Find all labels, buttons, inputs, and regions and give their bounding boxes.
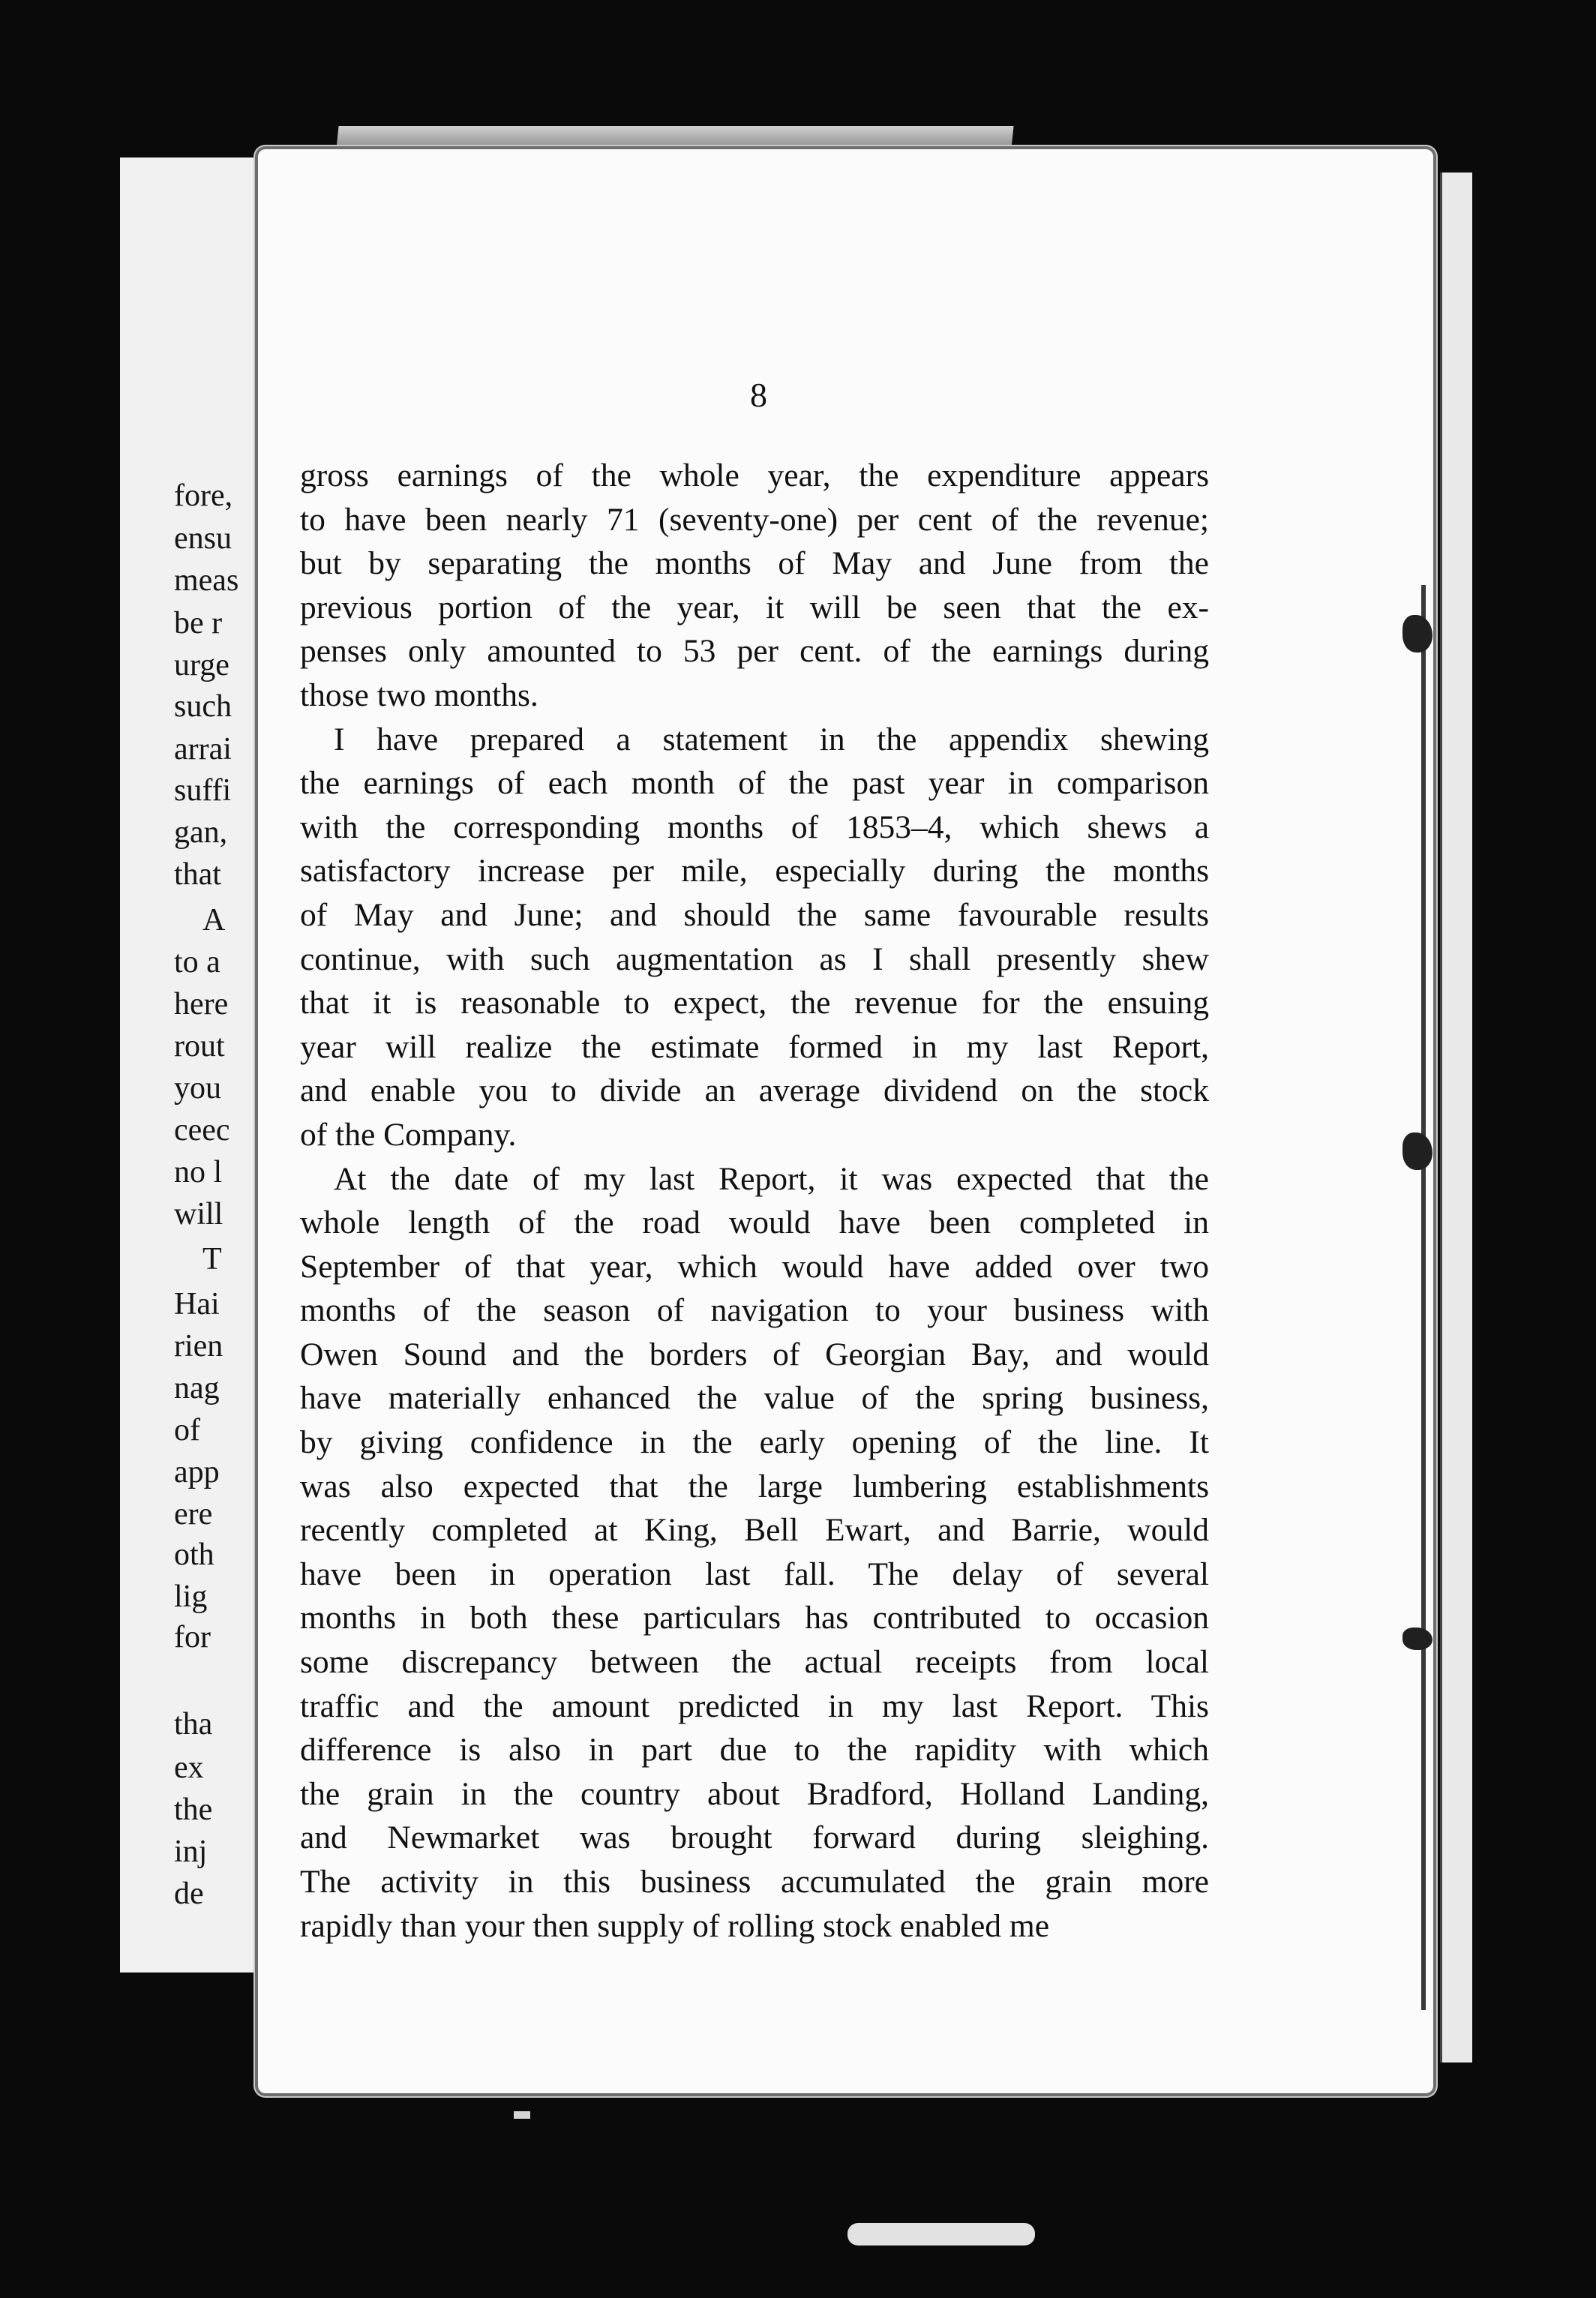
text-line: The activity in this business accumulated the grain more: [300, 1864, 1209, 1900]
back-page-text-fragment: inj: [174, 1834, 208, 1869]
back-page-text-fragment: arrai: [174, 732, 232, 766]
back-page-text-fragment: the: [174, 1792, 213, 1827]
back-page-text-fragment: suffi: [174, 773, 232, 808]
back-page-text-fragment: oth: [174, 1538, 214, 1572]
back-page-text-fragment: urge: [174, 648, 230, 682]
back-page-text-fragment: meas: [174, 563, 239, 598]
text-line: of the Company.: [300, 1116, 517, 1153]
back-page-text-fragment: will: [174, 1197, 224, 1232]
text-line: penses only amounted to 53 per cent. of the earnings during: [300, 633, 1209, 670]
binding-stitch: [1402, 615, 1432, 652]
text-line: that it is reasonable to expect, the revenue for the ensuing: [300, 985, 1209, 1022]
text-line: was also expected that the large lumbering establishments: [300, 1468, 1209, 1504]
text-line: of May and June; and should the same favourable results: [300, 896, 1209, 933]
back-page-text-fragment: tha: [174, 1707, 213, 1742]
text-line: by giving confidence in the early opening of the line. It: [300, 1424, 1209, 1461]
page-number: 8: [750, 376, 767, 414]
back-page-text-fragment: gan,: [174, 815, 228, 850]
back-page-text-fragment: for: [174, 1620, 211, 1654]
binding-spine: [1421, 585, 1426, 2010]
back-page-text-fragment: here: [174, 987, 229, 1022]
back-page-text-fragment: rout: [174, 1029, 225, 1064]
text-line: year will realize the estimate formed in my last Report,: [300, 1028, 1209, 1065]
back-page-text-fragment: no l: [174, 1155, 223, 1190]
text-line: I have prepared a statement in the appendix shewing: [334, 721, 1209, 758]
back-page-text-fragment: such: [174, 689, 232, 724]
binding-stitch: [1402, 1132, 1432, 1170]
text-line: the grain in the country about Bradford, Holland Landing,: [300, 1775, 1209, 1812]
text-line: whole length of the road would have been completed in: [300, 1204, 1209, 1241]
text-line: months in both these particulars has contributed to occasion: [300, 1600, 1209, 1636]
text-line: months of the season of navigation to your business with: [300, 1292, 1209, 1329]
back-page-text-fragment: nag: [174, 1371, 220, 1406]
top-page-edge: [336, 126, 1013, 148]
text-line: have been in operation last fall. The delay of several: [300, 1556, 1209, 1592]
text-line: At the date of my last Report, it was expected that the: [334, 1160, 1209, 1197]
back-page-text-fragment: that: [174, 857, 221, 892]
text-line: continue, with such augmentation as I shall presently shew: [300, 940, 1209, 977]
back-page-text-fragment: ensu: [174, 521, 232, 556]
text-line: recently completed at King, Bell Ewart, and Barrie, would: [300, 1512, 1209, 1549]
text-line: have materially enhanced the value of the spring business,: [300, 1380, 1209, 1417]
back-page-text-fragment: ceec: [174, 1113, 230, 1148]
back-page-text-fragment: you: [174, 1071, 221, 1106]
back-page-text-fragment: fore,: [174, 478, 233, 513]
back-page-text-fragment: be r: [174, 606, 223, 640]
text-line: those two months.: [300, 676, 538, 713]
back-page-text-fragment: ere: [174, 1497, 213, 1532]
text-line: to have been nearly 71 (seventy-one) per cent of the revenue;: [300, 501, 1209, 538]
text-line: but by separating the months of May and June from the: [300, 545, 1209, 582]
back-page-text-fragment: of: [174, 1413, 200, 1448]
back-page-text-fragment: A: [202, 903, 226, 938]
page-speck: [514, 2111, 530, 2119]
back-page-text-fragment: T: [202, 1242, 222, 1276]
text-line: rapidly than your then supply of rolling stock enabled me: [300, 1907, 1050, 1944]
text-line: the earnings of each month of the past year in comparison: [300, 765, 1209, 802]
scanner-clip: [848, 2223, 1035, 2246]
back-page-text-fragment: ex: [174, 1750, 204, 1785]
right-page-edge: [1440, 172, 1472, 2062]
back-page-text-fragment: rien: [174, 1329, 224, 1364]
back-page-text-fragment: de: [174, 1876, 204, 1911]
text-line: some discrepancy between the actual receipts from local: [300, 1644, 1209, 1681]
text-line: with the corresponding months of 1853–4, which shews a: [300, 808, 1209, 845]
text-line: September of that year, which would have added over two: [300, 1248, 1209, 1285]
text-line: gross earnings of the whole year, the expenditure appears: [300, 458, 1209, 494]
text-line: previous portion of the year, it will be seen that the ex-: [300, 589, 1209, 626]
text-line: and enable you to divide an average dividend on the stock: [300, 1072, 1209, 1109]
back-page-text-fragment: to a: [174, 945, 220, 980]
back-page-text-fragment: lig: [174, 1580, 208, 1614]
text-line: and Newmarket was brought forward during sleighing.: [300, 1820, 1209, 1856]
back-page-text-fragment: app: [174, 1455, 220, 1490]
text-line: difference is also in part due to the rapidity with which: [300, 1732, 1209, 1768]
binding-stitch: [1402, 1628, 1432, 1650]
back-page-text-fragment: Hai: [174, 1287, 220, 1322]
body-text: [300, 454, 1209, 1948]
text-line: traffic and the amount predicted in my last Report. This: [300, 1688, 1209, 1724]
back-page-edge: [120, 158, 272, 1972]
text-line: Owen Sound and the borders of Georgian Bay, and would: [300, 1336, 1209, 1372]
text-line: satisfactory increase per mile, especially during the months: [300, 853, 1209, 890]
